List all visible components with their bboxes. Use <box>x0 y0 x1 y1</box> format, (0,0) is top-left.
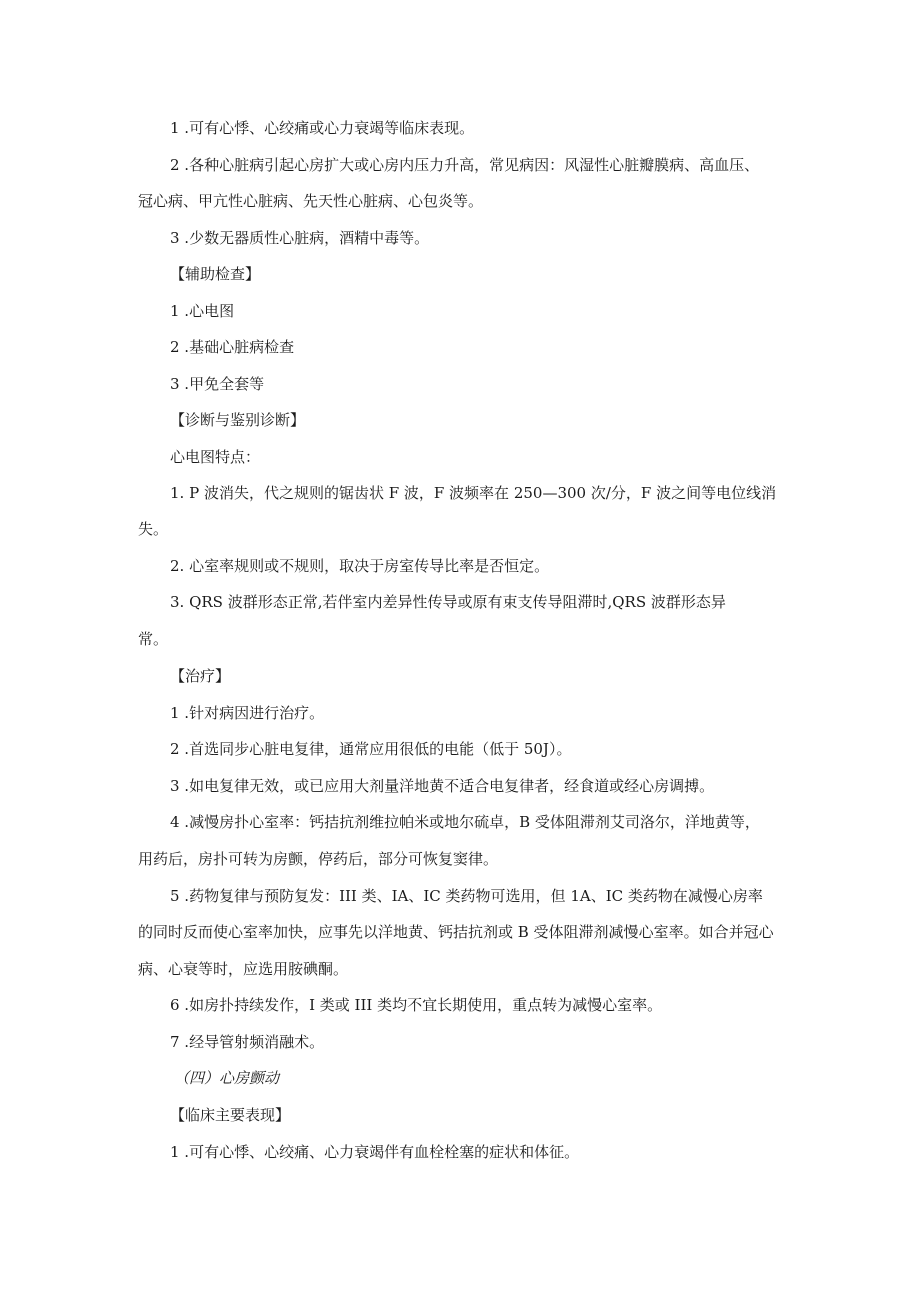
text-line: 常。 <box>138 630 169 648</box>
text-line: 的同时反而使心室率加快，应事先以洋地黄、钙拮抗剂或 B 受体阻滞剂减慢心室率。如合并冠心 <box>138 923 774 941</box>
text-line: 3 .如电复律无效，或已应用大剂量洋地黄不适合电复律者，经食道或经心房调搏。 <box>170 777 715 795</box>
text-line: 1 .可有心悸、心绞痛、心力衰竭伴有血栓栓塞的症状和体征。 <box>170 1143 580 1161</box>
text-line: 心电图特点： <box>170 448 261 466</box>
text-line: 失。 <box>138 520 169 538</box>
text-line: 6 .如房扑持续发作，I 类或 III 类均不宜长期使用，重点转为减慢心室率。 <box>170 996 663 1014</box>
text-line: 7 .经导管射频消融术。 <box>170 1033 325 1051</box>
text-line: 2 .基础心脏病检查 <box>170 338 295 356</box>
section-heading: 【诊断与鉴别诊断】 <box>170 411 306 429</box>
text-line: 1. P 波消失，代之规则的锯齿状 F 波，F 波频率在 250—300 次/分，F 波之间等电位线消 <box>170 484 777 502</box>
text-line: 用药后，房扑可转为房颤，停药后，部分可恢复窦律。 <box>138 850 499 868</box>
text-line: 4 .减慢房扑心室率：钙拮抗剂维拉帕米或地尔硫卓，B 受体阻滞剂艾司洛尔，洋地黄等， <box>170 813 760 831</box>
text-line: 病、心衰等时，应选用胺碘酮。 <box>138 960 349 978</box>
text-line: 3. QRS 波群形态正常,若伴室内差异性传导或原有束支传导阻滞时,QRS 波群形态异 <box>170 593 726 611</box>
text-line: 2 .各种心脏病引起心房扩大或心房内压力升高，常见病因：风湿性心脏瓣膜病、高血压、 <box>170 156 760 174</box>
section-heading: 【治疗】 <box>170 667 231 685</box>
text-line: 2 .首选同步心脏电复律，通常应用很低的电能（低于 50J）。 <box>170 740 572 758</box>
section-heading: 【临床主要表现】 <box>170 1106 291 1124</box>
section-heading: 【辅助检查】 <box>170 265 261 283</box>
text-line: 1 .可有心悸、心绞痛或心力衰竭等临床表现。 <box>170 119 475 137</box>
text-line: 3 .少数无器质性心脏病，酒精中毒等。 <box>170 229 430 247</box>
text-line: 5 .药物复律与预防复发：III 类、IA、IC 类药物可选用，但 1A、IC 类药物在减慢心房率 <box>170 887 763 905</box>
text-line: 2. 心室率规则或不规则，取决于房室传导比率是否恒定。 <box>170 557 550 575</box>
text-line: 冠心病、甲亢性心脏病、先天性心脏病、心包炎等。 <box>138 192 484 210</box>
text-line: 1 .针对病因进行治疗。 <box>170 704 325 722</box>
text-line: 3 .甲免全套等 <box>170 375 265 393</box>
text-line: 1 .心电图 <box>170 302 235 320</box>
subsection-title: （四）心房颤动 <box>174 1069 280 1087</box>
